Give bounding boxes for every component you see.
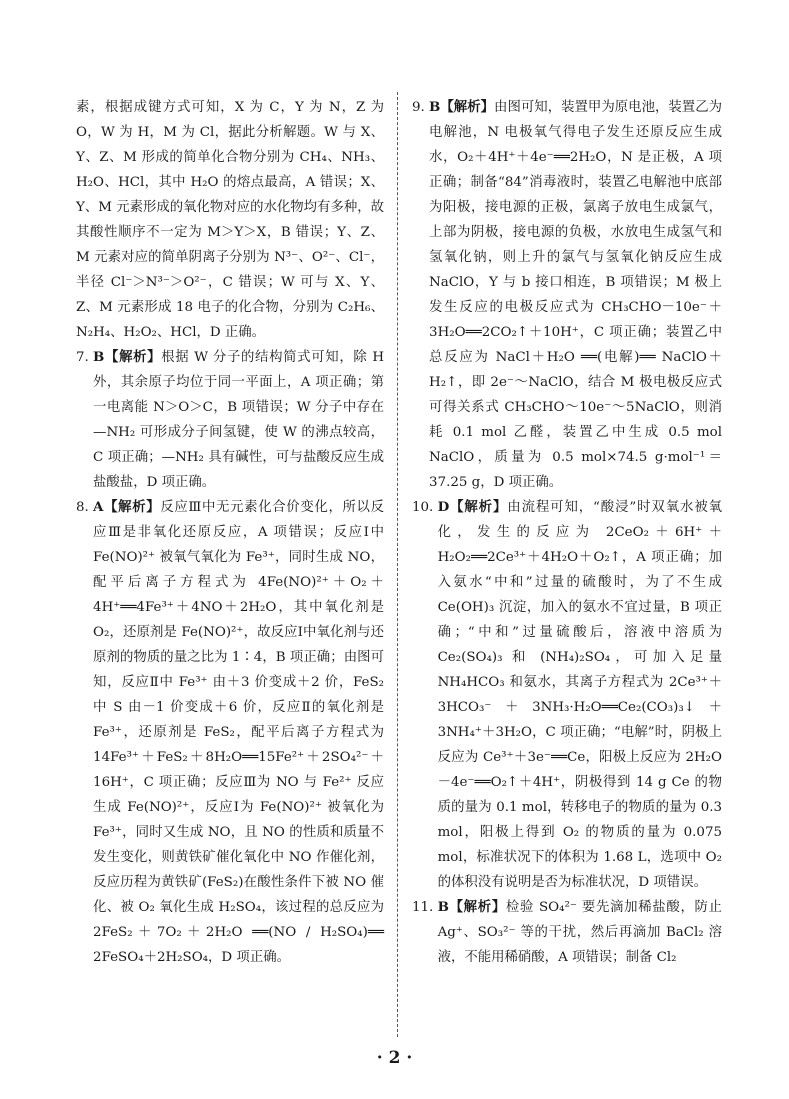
answer-letter: D [437, 499, 450, 515]
analysis-text: 根据 W 分子的结构简式可知，除 H 外，其余原子均位于同一平面上，A 项正确；第一电离能 N＞O＞C，B 项错误；W 分子中存在—NH₂ 可形成分子间氢键，使 W 的沸点较高，C 项正确；—NH₂ 具有碱性，可与盐酸反应生成盐酸盐，D 项正确。 [93, 350, 384, 490]
left-column [76, 95, 384, 970]
answer-letter: B [93, 349, 105, 365]
analysis-text: 由流程可知，“酸浸”时双氧水被氧化，发生的反应为 2CeO₂＋6H⁺＋H₂O₂══2Ce³⁺＋4H₂O＋O₂↑，A 项正确；加入氨水“中和”过量的硫酸时，为了不生成 Ce(OH)₃ 沉淀，加入的氨水不宜过量，B 项正确；“中和”过量硫酸后，溶液中溶质为 Ce₂(SO₄)₃ 和 (NH₄)₂SO₄，可加入足量 NH₄HCO₃ 和氨水，其离子方程式为 2Ce³⁺＋3HCO₃⁻＋3NH₃·H₂O══Ce₂(CO₃)₃↓＋3NH₄⁺＋3H₂O，C 项正确；“电解”时，阴极上反应为 Ce³⁺＋3e⁻══Ce，阳极上反应为 2H₂O－4e⁻══O₂↑＋4H⁺，阴极得到 14 g Ce 的物质的量为 0.1 mol，转移电子的物质的量为 0.3 mol，阳极上得到 O₂ 的物质的量为 0.075 mol，标准状况下的体积为 1.68 L，选项中 O₂ 的体积没有说明是否为标准状况，D 项错误。 [437, 500, 722, 890]
item-number: 11. [412, 900, 438, 915]
analysis-tag: 【解析】 [449, 499, 508, 515]
item-10 [412, 495, 722, 895]
answer-letter: B [437, 899, 449, 915]
answer-letter: B [429, 99, 441, 115]
item-body [429, 95, 722, 495]
item-body [438, 895, 722, 970]
right-column [412, 95, 722, 970]
item-9 [412, 95, 722, 495]
item-body [93, 345, 384, 495]
analysis-tag: 【解析】 [448, 899, 506, 915]
item-8 [76, 495, 384, 970]
answer-letter: A [93, 499, 104, 515]
item-number: 7. [76, 350, 94, 365]
analysis-tag: 【解析】 [103, 499, 161, 515]
analysis-tag: 【解析】 [440, 99, 495, 115]
item-number: 8. [76, 500, 94, 515]
page-number: · 2 · [376, 1048, 413, 1068]
item-11 [412, 895, 722, 970]
item-body [93, 495, 384, 970]
analysis-text: 反应Ⅲ中无元素化合价变化，所以反应Ⅲ是非氧化还原反应，A 项错误；反应Ⅰ中 Fe(NO)²⁺ 被氧气氧化为 Fe³⁺，同时生成 NO，配平后离子方程式为 4Fe(NO)²⁺＋O₂＋4H⁺══4Fe³⁺＋4NO＋2H₂O，其中氧化剂是 O₂，还原剂是 Fe(NO)²⁺，故反应Ⅰ中氧化剂与还原剂的物质的量之比为 1∶4，B 项正确；由图可知，反应Ⅱ中 Fe³⁺ 由＋3 价变成＋2 价，FeS₂ 中 S 由－1 价变成＋6 价，反应Ⅱ的氧化剂是 Fe³⁺，还原剂是 FeS₂，配平后离子方程式为 14Fe³⁺＋FeS₂＋8H₂O══15Fe²⁺＋2SO₄²⁻＋16H⁺，C 项正确；反应Ⅲ为 NO 与 Fe²⁺ 反应生成 Fe(NO)²⁺，反应Ⅰ为 Fe(NO)²⁺ 被氧化为 Fe³⁺，同时又生成 NO，且 NO 的性质和质量不发生变化，则黄铁矿催化氧化中 NO 作催化剂，反应历程为黄铁矿(FeS₂)在酸性条件下被 NO 催化、被 O₂ 氧化生成 H₂SO₄，该过程的总反应为 2FeS₂＋7O₂＋2H₂O ══(NO / H₂SO₄)══ 2FeSO₄＋2H₂SO₄，D 项正确。 [93, 500, 384, 965]
analysis-tag: 【解析】 [104, 349, 162, 365]
item6-continuation: 素，根据成键方式可知，X 为 C，Y 为 N，Z 为 O，W 为 H，M 为 Cl，据此分析解题。W 与 X、Y、Z、M 形成的简单化合物分别为 CH₄、NH₃、H₂O、HCl，其中 H₂O 的熔点最高，A 错误；X、Y、M 元素形成的氧化物对应的水化物均有多种，故其酸性顺序不一定为 M＞Y＞X，B 错误；Y、Z、M 元素对应的简单阴离子分别为 N³⁻、O²⁻、Cl⁻，半径 Cl⁻＞N³⁻＞O²⁻，C 错误；W 可与 X、Y、Z、M 元素形成 18 电子的化合物，分别为 C₂H₆、N₂H₄、H₂O₂、HCl，D 正确。 [76, 100, 385, 340]
item-body [438, 495, 722, 895]
analysis-text: 检验 SO₄²⁻ 要先滴加稀盐酸，防止 Ag⁺、SO₃²⁻ 等的干扰，然后再滴加 BaCl₂ 溶液，不能用稀硝酸，A 项错误；制备 Cl₂ [437, 900, 723, 965]
item-number: 10. [412, 500, 438, 515]
analysis-text: 由图可知，装置甲为原电池，装置乙为电解池，N 电极氧气得电子发生还原反应生成水，O₂＋4H⁺＋4e⁻══2H₂O，N 是正极，A 项正确；制备“84”消毒液时，装置乙电解池中底部为阳极，接电源的正极，氯离子放电生成氯气，上部为阴极，接电源的负极，水放电生成氢气和氢氧化钠，则上升的氯气与氢氧化钠反应生成 NaClO，Y 与 b 接口相连，B 项错误；M 极上发生反应的电极反应式为 CH₃CHO－10e⁻＋3H₂O══2CO₂↑＋10H⁺，C 项正确；装置乙中总反应为 NaCl＋H₂O ══(电解)══ NaClO＋H₂↑，即 2e⁻～NaClO，结合 M 极电极反应式可得关系式 CH₃CHO～10e⁻～5NaClO，则消耗 0.1 mol 乙醛，装置乙中生成 0.5 mol NaClO，质量为 0.5 mol×74.5 g·mol⁻¹＝37.25 g，D 项正确。 [429, 100, 723, 490]
item-7 [76, 345, 384, 495]
column-divider [397, 92, 398, 1037]
item-number: 9. [412, 100, 430, 115]
